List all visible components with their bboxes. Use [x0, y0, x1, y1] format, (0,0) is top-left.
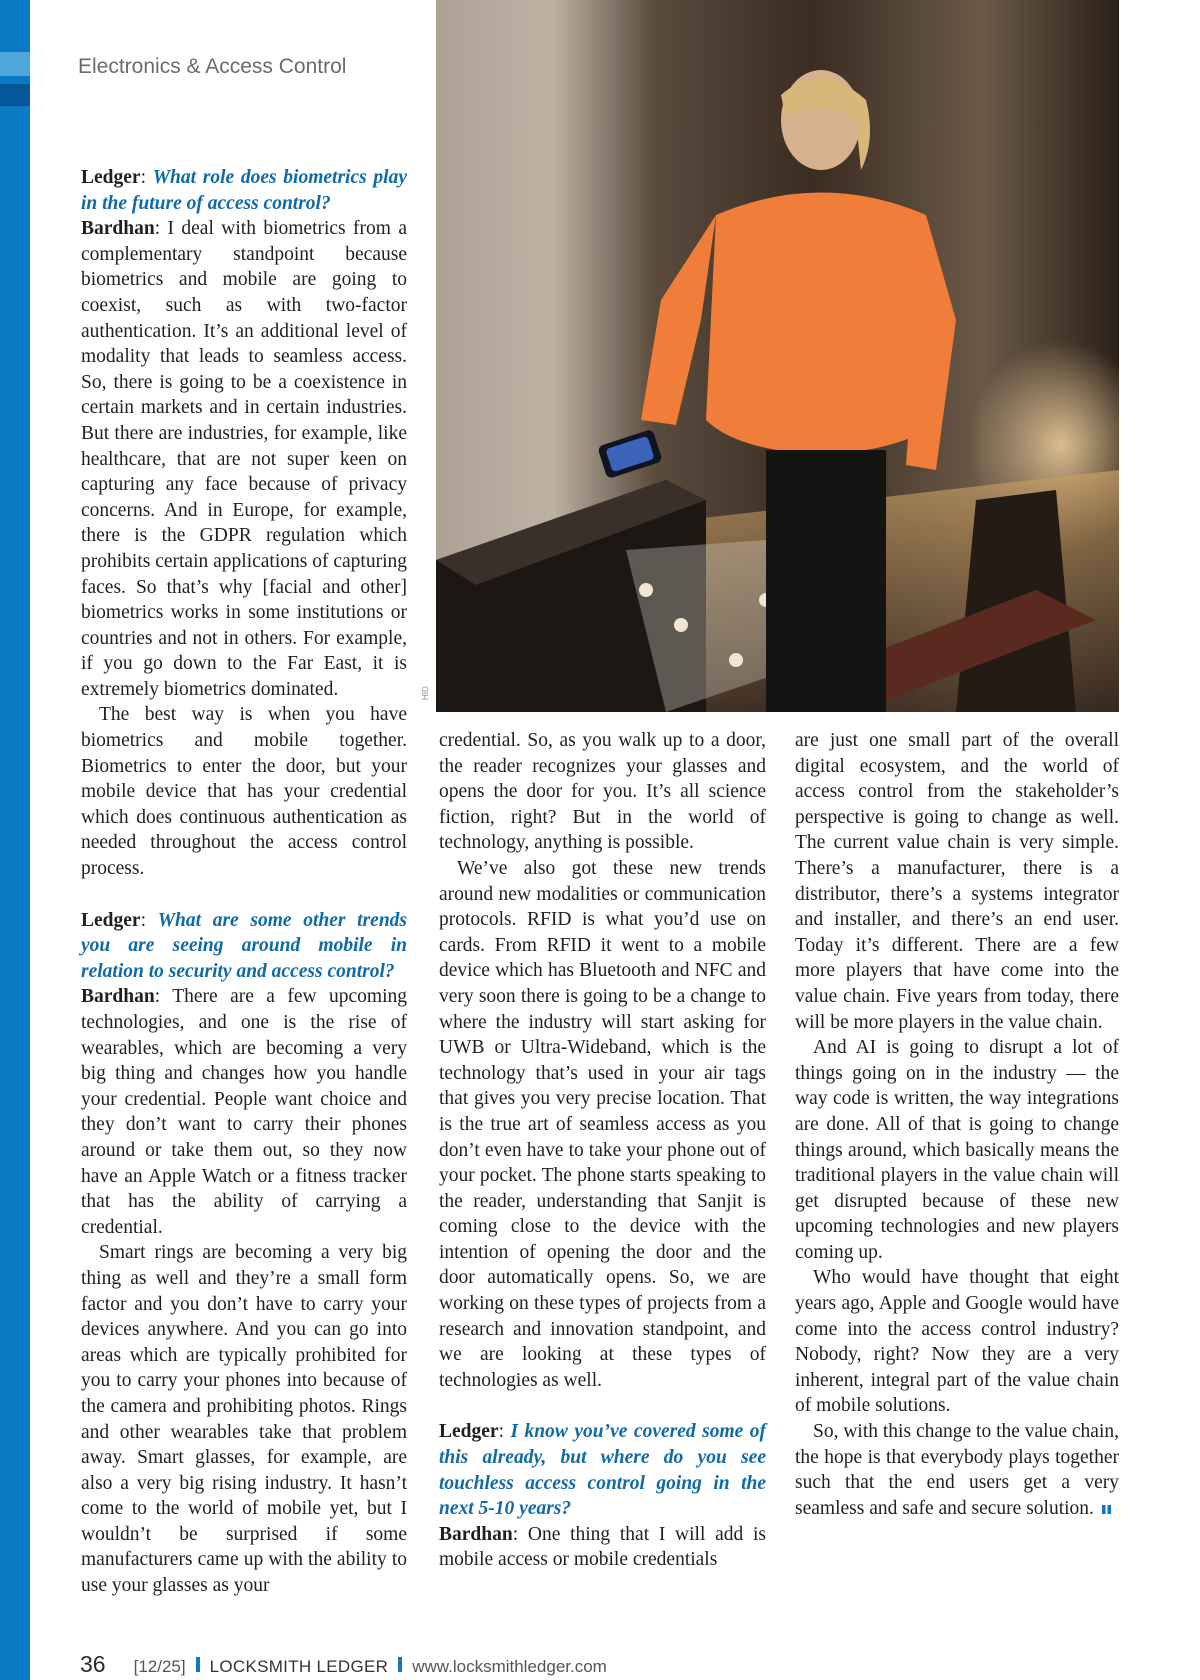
paragraph: are just one small part of the overall digital ecosystem, and the world of access control from the stakeholder’s perspective is going to change as well. The current value chain is very simple. There’s a manufacturer, there is a distributor, there’s a systems integrator and installer, and there’s an end user. Today it’s different. There are a few more players that have come into the value chain. Five years from today, there will be more players in the value chain. [795, 730, 1119, 1033]
interview-answer: Bardhan: There are a few upcoming technologies, and one is the rise of wearables, which are becoming a very big thing and changes how you handle your credential. People want choice and they don’t want to carry their phones around or take them out, so they now have an Apple Watch or a fitness tracker that has the ability of carrying a credential. [81, 986, 407, 1238]
section-label: Electronics & Access Control [78, 55, 347, 78]
question-text: What role does biometrics play in the future of access control? [81, 167, 407, 214]
interview-answer: Bardhan: One thing that I will add is mobile access or mobile credentials [439, 1523, 767, 1571]
answer-text: There are a few upcoming technologies, and one is the rise of wearables, which are becoming a very big thing and changes how you handle your credential. People want choice and they don’t want to carry their phones around or take them out, so they now have an Apple Watch or a fitness tracker that has the ability of carrying a credential. [81, 986, 407, 1238]
paragraph: Smart rings are becoming a very big thing as well and they’re a small form factor and you don’t have to carry your devices anywhere. And you can go into areas which are typically prohibited for you to carry your phones into because of the camera and prohibiting photos. Rings and other wearables take that problem away. Smart glasses, for example, are also a very big rising industry. It hasn’t come to the world of mobile yet, but I wouldn’t be surprised if some manufacturers came up with the ability to use your glasses as your [81, 1242, 407, 1597]
issue-date: [12/25] [133, 1657, 186, 1676]
paragraph: Who would have thought that eight years ago, Apple and Google would have come into the access control industry? Nobody, right? Now they are a very inherent, integral part of the value chain of mobile solutions. [795, 1267, 1119, 1417]
article-column-3 [795, 728, 1119, 1521]
paragraph: The best way is when you have biometrics and mobile together. Biometrics to enter the door, but your mobile device that has your credential which does continuous authentication as needed throughout the access control process. [81, 704, 407, 880]
divider-bar [196, 1657, 200, 1672]
interview-question: Ledger: What role does biometrics play in the future of access control? [81, 167, 407, 214]
paragraph: We’ve also got these new trends around new modalities or communication protocols. RFID is what you’d use on cards. From RFID it went to a mobile device which has Bluetooth and NFC and very soon there is going to be a change to where the industry will start asking for UWB or Ultra-Wideband, which is the technology that’s used in your air tags that gives you very precise location. That is the true art of seamless access as you don’t even have to take your phone out of your pocket. The phone starts speaking to the reader, understanding that Sanjit is coming close to the device with the intention of opening the door and the door automatically opens. So, we are working on these types of projects from a research and innovation standpoint, and we are looking at these types of technologies as well. [439, 857, 766, 1391]
end-mark-icon [1102, 1505, 1111, 1514]
photo-credit: HID [421, 686, 430, 700]
closing-text: So, with this change to the value chain, the hope is that everybody plays together such that the end users get a very seamless and safe and secure solution. [795, 1421, 1119, 1519]
article-column-2 [439, 728, 766, 1573]
question-text: I know you’ve covered some of this already, but where do you see touchless access control going in the next 5-10 years? [439, 1421, 767, 1520]
magazine-name: LOCKSMITH LEDGER [209, 1657, 389, 1676]
edge-tab-dark [0, 84, 30, 106]
page-footer [80, 1651, 607, 1678]
answer-text: I deal with biometrics from a complementary standpoint because biometrics and mobile are going to coexist, such as with two-factor authentication. It’s an additional level of modality that leads to seamless access. So, there is going to be a coexistence in certain markets and in certain industries. But there are industries, for example, like healthcare, that are not super keen on capturing any face because of privacy concerns. And in Europe, for example, there is the GDPR regulation which prohibits certain applications of capturing faces. So that’s why [facial and other] biometrics works in some institutions or countries and not in others. For example, if you go down to the Far East, it is extremely biometrics dominated. [81, 218, 407, 700]
speaker-label: Bardhan [81, 986, 155, 1008]
article-column-1 [81, 165, 407, 1599]
answer-text: One thing that I will add is mobile access or mobile credentials [439, 1523, 767, 1571]
speaker-label: Ledger [439, 1421, 499, 1443]
article-photo [436, 0, 1119, 712]
website-link[interactable]: www.locksmithledger.com [412, 1657, 607, 1676]
speaker-label: Bardhan [81, 218, 155, 240]
paragraph: And AI is going to disrupt a lot of things going on in the industry — the way code is written, the way integrations are done. All of that is going to change things around, which basically means the traditional players in the value chain will get disrupted because of these new upcoming technologies and new players coming up. [795, 1037, 1119, 1263]
interview-question: Ledger: What are some other trends you are seeing around mobile in relation to security and access control? [81, 909, 408, 982]
page-number: 36 [80, 1651, 106, 1677]
divider-bar [398, 1657, 402, 1672]
edge-tab-light [0, 52, 30, 76]
paragraph [795, 1419, 1119, 1521]
paragraph: credential. So, as you walk up to a door, the reader recognizes your glasses and opens the door for you. It’s all science fiction, right? But in the world of technology, anything is possible. [439, 730, 766, 854]
question-text: What are some other trends you are seeing around mobile in relation to security and access control? [81, 909, 408, 982]
interview-question: Ledger: I know you’ve covered some of this already, but where do you see touchless access control going in the next 5-10 years? [439, 1421, 767, 1520]
left-edge-bar [0, 0, 30, 1680]
speaker-label: Bardhan [439, 1523, 513, 1545]
speaker-label: Ledger [81, 909, 141, 931]
speaker-label: Ledger [81, 167, 141, 188]
interview-answer: Bardhan: I deal with biometrics from a complementary standpoint because biometrics and mobile are going to coexist, such as with two-factor authentication. It’s an additional level of modality that leads to seamless access. So, there is going to be a coexistence in certain markets and in certain industries. But there are industries, for example, like healthcare, that are not super keen on capturing any face because of privacy concerns. And in Europe, for example, there is the GDPR regulation which prohibits certain applications of capturing faces. So that’s why [facial and other] biometrics works in some institutions or countries and not in others. For example, if you go down to the Far East, it is extremely biometrics dominated. [81, 218, 407, 700]
